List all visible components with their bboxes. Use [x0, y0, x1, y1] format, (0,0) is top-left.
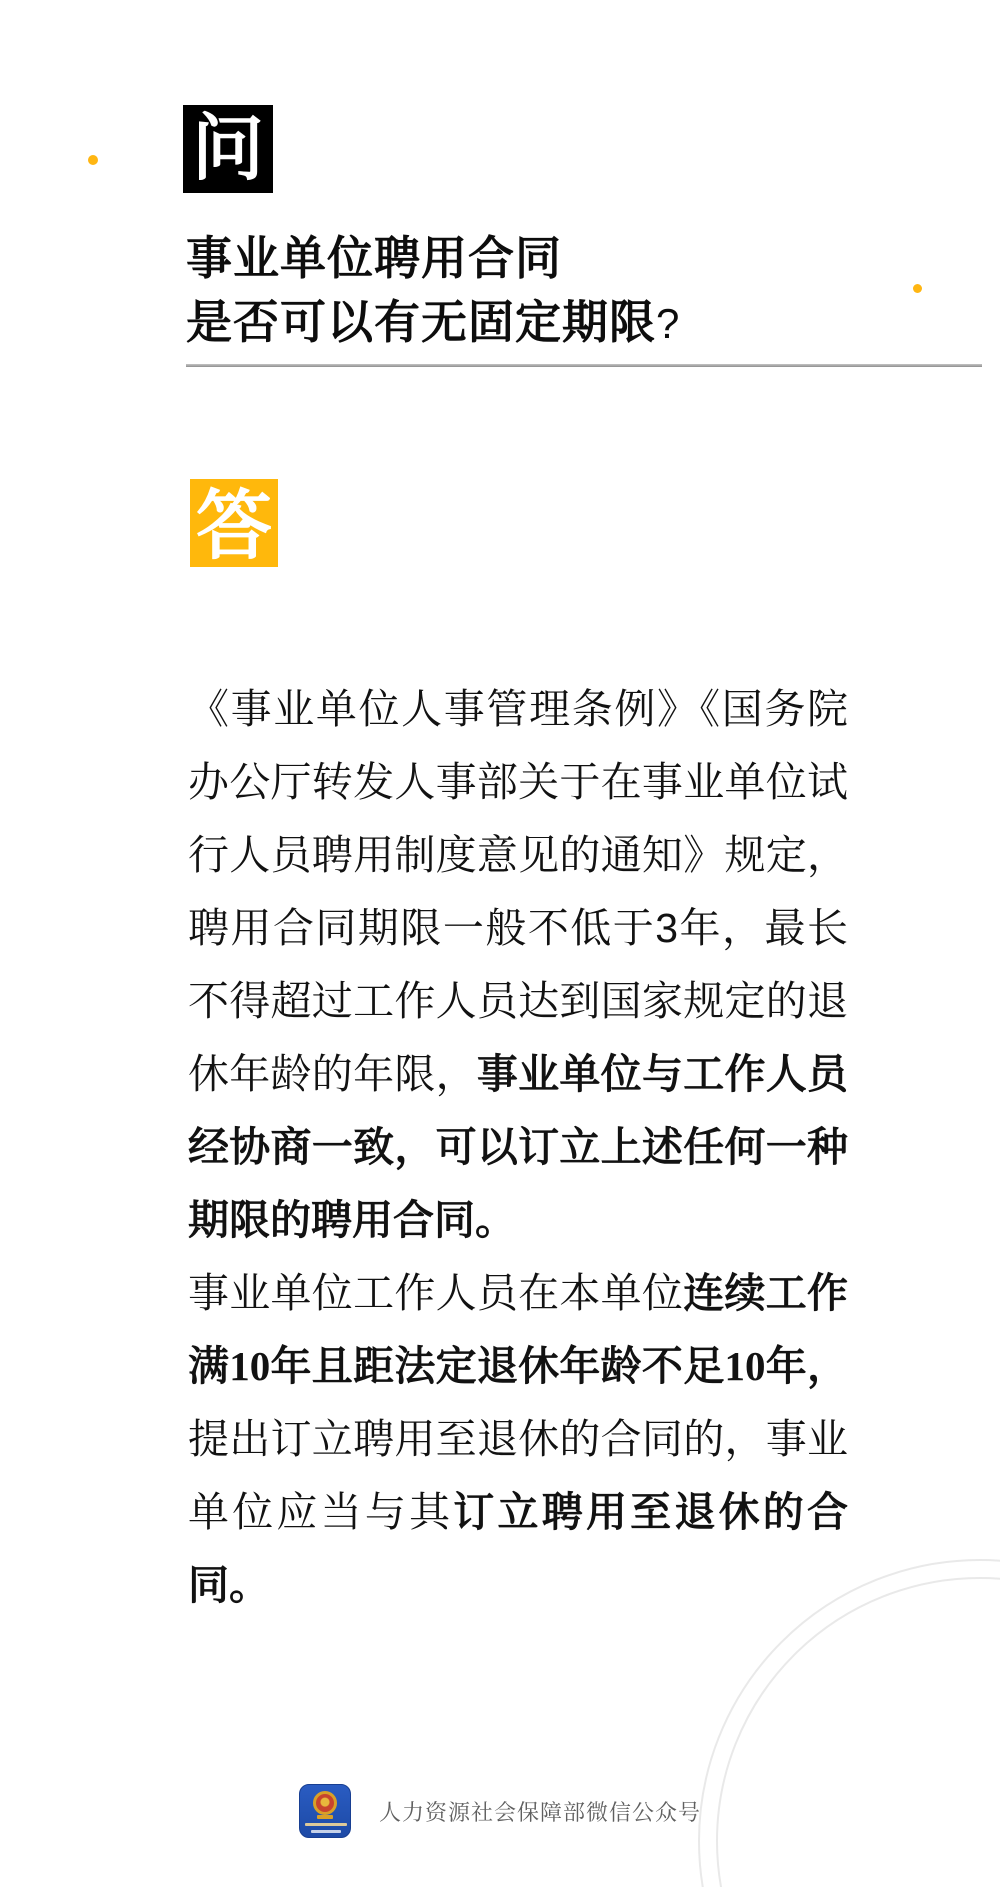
answer-marker-char: 答	[196, 484, 272, 569]
answer-paragraph	[188, 673, 848, 1257]
mohrss-logo-icon	[299, 1784, 351, 1838]
logo-tiny-text-line	[311, 1830, 341, 1833]
yellow-dot-left	[88, 155, 98, 165]
answer-regular-text: 《事业单位人事管理条例》《国务院办公厅转发人事部关于在事业单位试行人员聘用制度意见的通知》规定，聘用合同期限一般不低于3年，最长不得超过工作人员达到国家规定的退休年龄的年限，	[188, 686, 848, 1097]
answer-regular-text: 事业单位工作人员在本单位	[188, 1270, 684, 1316]
footer	[0, 1776, 1000, 1846]
national-emblem-icon	[313, 1791, 337, 1815]
answer-text	[188, 673, 848, 1622]
question-marker-char: 问	[191, 109, 264, 189]
answer-marker-badge	[190, 479, 278, 567]
footer-caption: 人力资源社会保障部微信公众号	[378, 1799, 701, 1825]
answer-emphasis-text: 事业单位与工作人员经协商一致，可以订立上述任何一种期限的聘用合同。	[188, 1051, 849, 1243]
question-title-line2: 是否可以有无固定期限?	[186, 296, 681, 348]
yellow-dot-right	[913, 284, 922, 293]
logo-tiny-text-line	[305, 1823, 347, 1826]
answer-paragraph	[188, 1257, 848, 1622]
answer-emphasis-text: 订立聘用至退休的合同。	[188, 1489, 849, 1608]
question-marker-badge	[183, 105, 273, 193]
question-title	[186, 226, 886, 356]
answer-regular-text: 提出订立聘用至退休的合同的，事业单位应当与其	[188, 1416, 848, 1535]
answer-emphasis-text: 连续工作满10年且距法定退休年龄不足10年，	[188, 1270, 849, 1389]
title-divider	[186, 364, 982, 367]
question-title-line1: 事业单位聘用合同	[186, 232, 562, 284]
emblem-base-shape	[317, 1815, 333, 1819]
question-mark: ?	[656, 300, 681, 347]
